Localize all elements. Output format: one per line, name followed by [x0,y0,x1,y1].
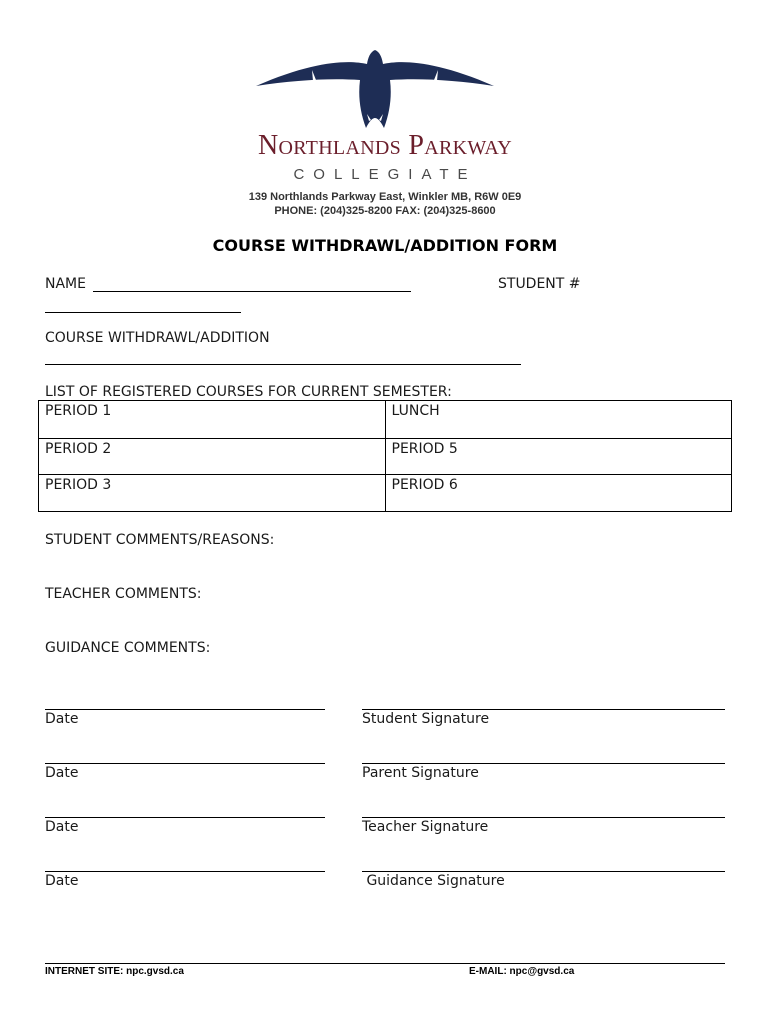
name-label: NAME [45,276,86,292]
date-label: Date [45,711,79,727]
date-label: Date [45,873,79,889]
course-label: COURSE WITHDRAWL/ADDITION [45,330,270,346]
brand-subtitle: COLLEGIATE [293,166,477,183]
school-address: 139 Northlands Parkway East, Winkler MB, R6W 0E9 [248,191,522,203]
table-row [39,439,732,475]
date-line[interactable] [45,817,325,818]
signature-line[interactable] [362,871,725,872]
name-field[interactable] [93,291,411,292]
date-line[interactable] [45,709,325,710]
student-comments-label: STUDENT COMMENTS/REASONS: [45,532,275,548]
signature-line[interactable] [362,763,725,764]
date-line[interactable] [45,871,325,872]
brand-name: Northlands Parkway [257,130,513,161]
table-row [39,475,732,512]
course-field[interactable] [45,364,521,365]
date-line[interactable] [45,763,325,764]
student-signature-label: Student Signature [362,711,490,727]
school-phone-fax: PHONE: (204)325-8200 FAX: (204)325-8600 [274,205,496,217]
registered-courses-table [38,400,732,512]
signature-line[interactable] [362,817,725,818]
footer-email: E-MAIL: npc@gvsd.ca [469,966,575,977]
table-cell[interactable]: LUNCH [385,401,732,439]
guidance-signature-label: Guidance Signature [362,873,505,889]
date-label: Date [45,819,79,835]
student-number-field[interactable] [45,312,241,313]
signature-line[interactable] [362,709,725,710]
footer-internet-site: INTERNET SITE: npc.gvsd.ca [45,966,184,977]
date-label: Date [45,765,79,781]
table-cell[interactable]: PERIOD 6 [385,475,732,512]
table-cell[interactable]: PERIOD 3 [39,475,386,512]
table-cell[interactable]: PERIOD 1 [39,401,386,439]
footer-divider [45,963,725,964]
guidance-comments-label: GUIDANCE COMMENTS: [45,640,211,656]
teacher-signature-label: Teacher Signature [362,819,489,835]
table-cell[interactable]: PERIOD 5 [385,439,732,475]
table-row [39,401,732,439]
student-number-label: STUDENT # [498,276,581,292]
swallow-bird-logo-icon [250,46,500,134]
teacher-comments-label: TEACHER COMMENTS: [45,586,202,602]
table-cell[interactable]: PERIOD 2 [39,439,386,475]
parent-signature-label: Parent Signature [362,765,479,781]
courses-list-heading: LIST OF REGISTERED COURSES FOR CURRENT SEMESTER: [45,384,452,400]
form-title: COURSE WITHDRAWL/ADDITION FORM [212,236,558,255]
